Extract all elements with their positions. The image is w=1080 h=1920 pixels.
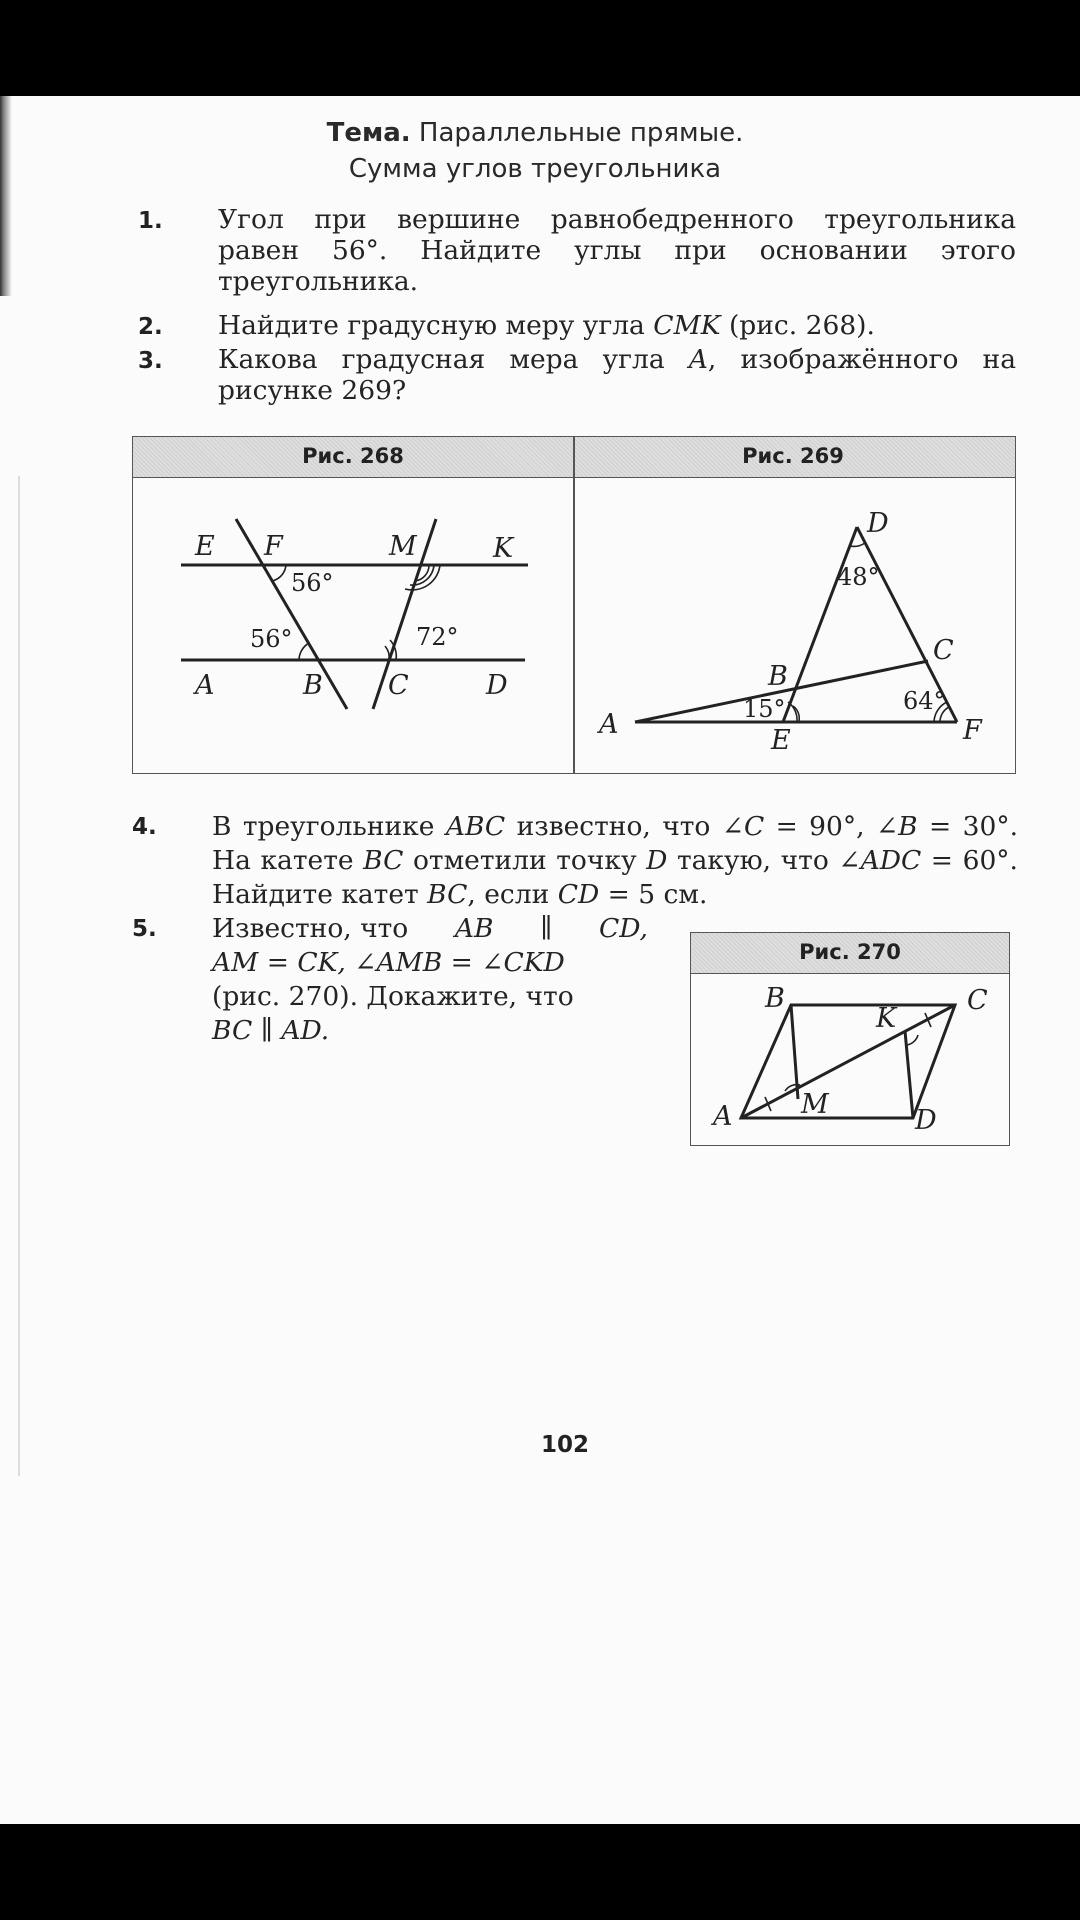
- angle-var: CMK: [653, 310, 721, 341]
- label-K: K: [493, 533, 514, 564]
- arc-top-56: [272, 565, 286, 581]
- problem-1-number: 1.: [138, 208, 163, 234]
- problem-3-text: Какова градусная мера угла A, изображённого на рисунке 269?: [218, 344, 1016, 406]
- title-rest: Параллельные прямые.: [410, 118, 744, 148]
- label-M: M: [389, 531, 417, 562]
- label-A: A: [713, 1101, 733, 1132]
- arc-k: [907, 1035, 918, 1045]
- angle-left: 56°: [250, 625, 293, 653]
- fig268-diagram: [133, 477, 573, 773]
- label-D: D: [486, 670, 508, 701]
- label-B: B: [303, 670, 323, 701]
- angle-top: 56°: [291, 569, 334, 597]
- label-M: M: [801, 1089, 829, 1120]
- label-F: F: [963, 715, 982, 746]
- problem-5-text: Известно, что AB ∥ CD, AM = CK, ∠AMB = ∠CKD (рис. 270). Докажите, что BC ∥ AD.: [212, 913, 648, 1046]
- arc-left-56: [299, 643, 309, 660]
- label-E: E: [771, 725, 791, 756]
- label-A: A: [195, 670, 215, 701]
- angle-D: 48°: [837, 563, 880, 591]
- problem-3-number: 3.: [138, 348, 163, 374]
- angle-right: 72°: [416, 623, 459, 651]
- fig270-diagram: [691, 973, 1009, 1145]
- label-E: E: [195, 531, 215, 562]
- label-F: F: [264, 531, 283, 562]
- problem-2-text: Найдите градусную меру угла CMK (рис. 268).: [218, 310, 875, 341]
- angle-B: 15°: [743, 695, 786, 723]
- scan-edge-line: [18, 476, 20, 1476]
- figures-268-269-box: [132, 436, 1016, 774]
- label-D: D: [867, 508, 889, 539]
- fig270-box: [690, 932, 1010, 1146]
- problem-5-number: 5.: [132, 916, 157, 942]
- arc-c1: [385, 646, 389, 660]
- page-title: [0, 118, 1070, 148]
- fig270-caption: Рис. 270: [799, 940, 901, 964]
- page-number: 102: [540, 1432, 589, 1458]
- angle-F: 64°: [903, 687, 946, 715]
- line-fb: [236, 519, 347, 709]
- label-C: C: [967, 985, 988, 1016]
- label-B: B: [765, 983, 785, 1014]
- problem-1-text: Угол при вершине равнобедренного треугольника равен 56°. Найдите углы при основании этого треугольника.: [218, 204, 1016, 297]
- label-C: C: [933, 635, 954, 666]
- diagonal-ac: [741, 1005, 955, 1118]
- label-B: B: [768, 661, 788, 692]
- label-A: A: [599, 709, 619, 740]
- fig269-diagram: [575, 477, 1013, 773]
- problem-2-number: 2.: [138, 314, 163, 340]
- fig268-caption: Рис. 268: [302, 444, 404, 468]
- label-C: C: [388, 670, 409, 701]
- label-D: D: [915, 1105, 937, 1136]
- label-K: K: [876, 1003, 897, 1034]
- problem-4-text: В треугольнике ABC известно, что ∠C = 90°, ∠B = 30°. На катете BC отметили точку D такую, что ∠ADC = 60°. Найдите катет BC, если CD = 5 см.: [212, 811, 1018, 910]
- line-de: [783, 527, 857, 722]
- fig269-caption: Рис. 269: [742, 444, 844, 468]
- page-subtitle: Сумма углов треугольника: [348, 154, 722, 184]
- document-page: [0, 96, 1080, 1824]
- problem-4-number: 4.: [132, 814, 157, 840]
- title-bold: Тема.: [326, 118, 411, 148]
